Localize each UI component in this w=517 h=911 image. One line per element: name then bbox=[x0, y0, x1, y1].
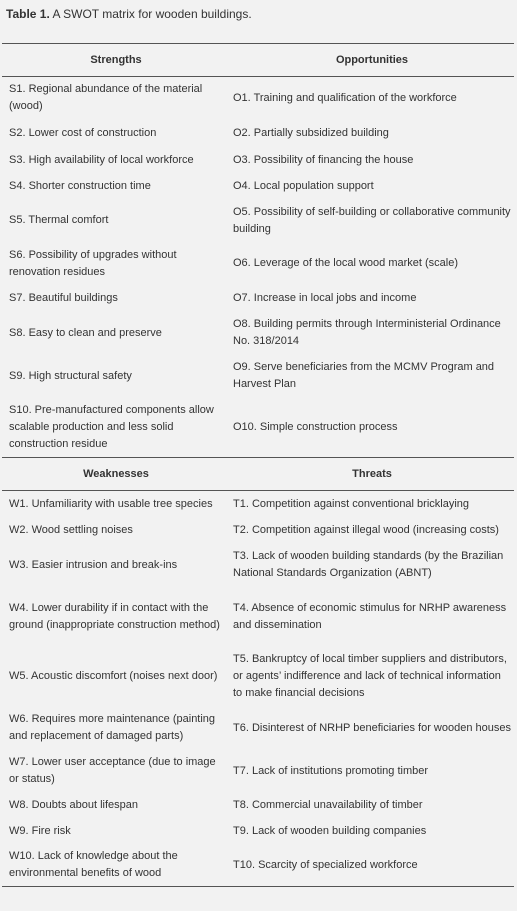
table-cell-opportunities: O9. Serve beneficiaries from the MCMV Program and Harvest Plan bbox=[233, 361, 495, 390]
table-cell-opportunities: O6. Leverage of the local wood market (scale) bbox=[233, 257, 459, 269]
table-row bbox=[2, 750, 514, 793]
column-header-opportunities: Opportunities bbox=[226, 44, 514, 77]
table-cell-threats: T5. Bankruptcy of local timber suppliers and distributors, or agents’ indifference and lack of technical information to make financial decisions bbox=[233, 653, 507, 699]
table-cell-weaknesses: W3. Easier intrusion and break-ins bbox=[9, 558, 178, 571]
table-cell-strengths: S5. Thermal comfort bbox=[9, 214, 109, 226]
swot-table bbox=[2, 43, 514, 887]
table-row bbox=[2, 491, 514, 518]
table-cell-weaknesses: W8. Doubts about lifespan bbox=[9, 799, 139, 811]
table-cell-strengths: S3. High availability of local workforce bbox=[9, 153, 194, 166]
table-row bbox=[2, 242, 514, 286]
table-cell-opportunities: O10. Simple construction process bbox=[233, 420, 398, 433]
table-cell-weaknesses: W9. Fire risk bbox=[9, 825, 71, 837]
table-caption-label: Table 1. bbox=[6, 7, 50, 21]
table-cell-opportunities: O2. Partially subsidized building bbox=[233, 126, 389, 139]
table-cell-threats: T3. Lack of wooden building standards (by the Brazilian National Standards Organization (ABNT) bbox=[233, 550, 504, 579]
table-cell-threats: T7. Lack of institutions promoting timber bbox=[233, 764, 429, 777]
column-header-threats: Threats bbox=[226, 458, 514, 491]
table-cell-threats: T2. Competition against illegal wood (increasing costs) bbox=[233, 524, 499, 536]
table-cell-threats: T10. Scarcity of specialized workforce bbox=[226, 845, 514, 887]
table-cell-threats: T6. Disinterest of NRHP beneficiaries for wooden houses bbox=[233, 721, 511, 734]
table-caption bbox=[6, 7, 252, 22]
table-row bbox=[2, 647, 514, 707]
section-header-row bbox=[2, 44, 514, 77]
table-cell-threats: T1. Competition against conventional bricklaying bbox=[233, 497, 470, 510]
table-cell-strengths: S7. Beautiful buildings bbox=[9, 292, 118, 304]
table-cell-strengths: S10. Pre-manufactured components allow scalable production and less solid construction residue bbox=[9, 403, 214, 450]
table-cell-opportunities: O3. Possibility of financing the house bbox=[233, 153, 414, 166]
table-cell-strengths: S8. Easy to clean and preserve bbox=[9, 326, 162, 339]
table-row bbox=[2, 355, 514, 398]
table-cell-weaknesses: W7. Lower user acceptance (due to image or status) bbox=[9, 756, 216, 785]
table-row bbox=[2, 312, 514, 355]
table-cell-weaknesses: W10. Lack of knowledge about the environmental benefits of wood bbox=[2, 845, 226, 887]
table-cell-strengths: S4. Shorter construction time bbox=[9, 180, 151, 192]
table-cell-strengths: S6. Possibility of upgrades without renovation residues bbox=[9, 248, 177, 278]
table-row bbox=[2, 845, 514, 887]
table-row bbox=[2, 544, 514, 587]
table-cell-strengths: S9. High structural safety bbox=[9, 369, 132, 382]
table-row bbox=[2, 147, 514, 174]
section-header-row bbox=[2, 458, 514, 491]
table-row bbox=[2, 286, 514, 312]
table-cell-opportunities: O8. Building permits through Interministerial Ordinance No. 318/2014 bbox=[233, 318, 501, 347]
table-cell-opportunities: O5. Possibility of self-building or collaborative community building bbox=[233, 205, 511, 235]
table-cell-opportunities: O4. Local population support bbox=[233, 180, 374, 192]
table-cell-weaknesses: W4. Lower durability if in contact with the ground (inappropriate construction method) bbox=[9, 601, 220, 631]
table-row bbox=[2, 587, 514, 647]
table-cell-weaknesses: W6. Requires more maintenance (painting and replacement of damaged parts) bbox=[9, 713, 216, 742]
table-cell-opportunities: O7. Increase in local jobs and income bbox=[233, 292, 417, 304]
table-row bbox=[2, 518, 514, 544]
column-header-weaknesses: Weaknesses bbox=[2, 458, 226, 491]
table-cell-threats: T9. Lack of wooden building companies bbox=[233, 825, 427, 837]
table-cell-weaknesses: W2. Wood settling noises bbox=[9, 524, 133, 536]
table-cell-opportunities: O1. Training and qualification of the workforce bbox=[233, 91, 457, 104]
swot-table-container bbox=[2, 43, 514, 887]
table-cell-weaknesses: W5. Acoustic discomfort (noises next door) bbox=[9, 670, 218, 682]
table-cell-weaknesses: W1. Unfamiliarity with usable tree species bbox=[9, 497, 213, 510]
table-row bbox=[2, 77, 514, 120]
table-caption-text: A SWOT matrix for wooden buildings. bbox=[52, 7, 252, 21]
table-row bbox=[2, 398, 514, 458]
table-row bbox=[2, 707, 514, 750]
table-row bbox=[2, 819, 514, 845]
table-row bbox=[2, 200, 514, 242]
table-cell-threats: T8. Commercial unavailability of timber bbox=[233, 799, 423, 811]
column-header-strengths: Strengths bbox=[2, 44, 226, 77]
table-row bbox=[2, 174, 514, 200]
table-row bbox=[2, 120, 514, 147]
table-cell-strengths: S2. Lower cost of construction bbox=[9, 126, 157, 139]
table-cell-threats: T4. Absence of economic stimulus for NRHP awareness and dissemination bbox=[233, 601, 507, 631]
table-cell-strengths: S1. Regional abundance of the material (wood) bbox=[9, 83, 203, 113]
table-row bbox=[2, 793, 514, 819]
